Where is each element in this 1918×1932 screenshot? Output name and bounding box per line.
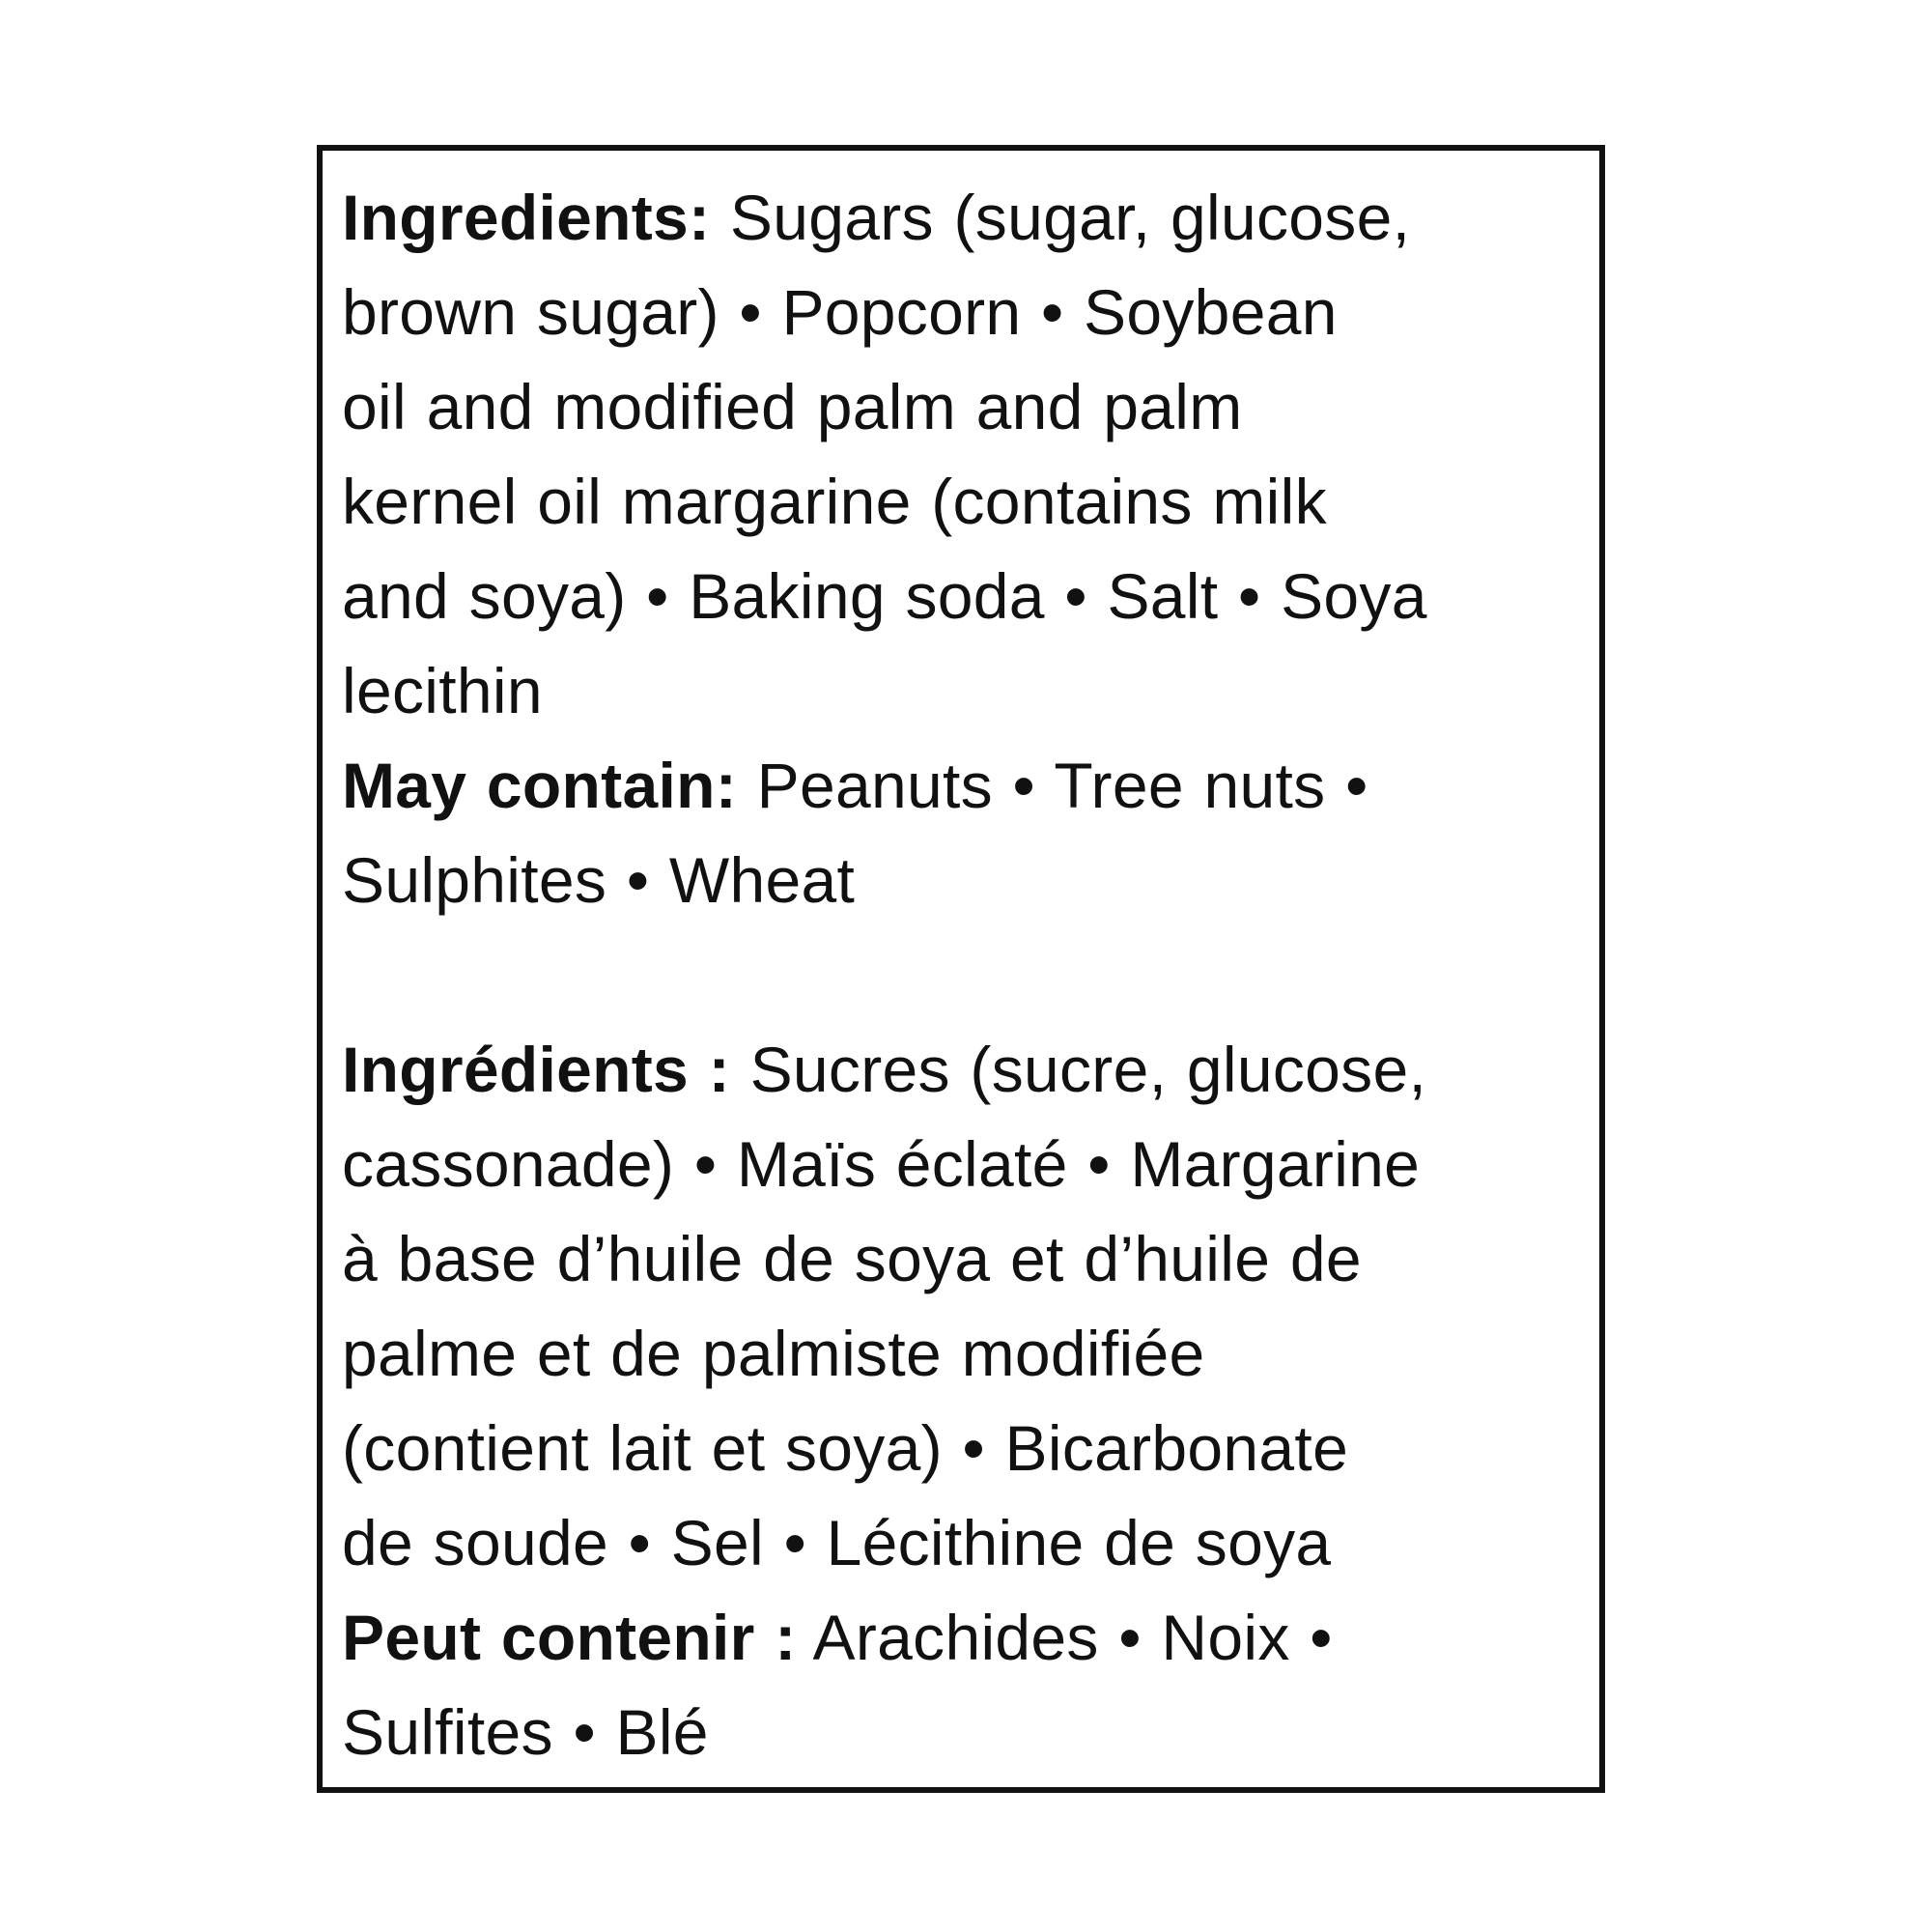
english-may-contain-line-2: Sulphites • Wheat	[342, 844, 856, 916]
french-ingredients-line-4: palme et de palmiste modifiée	[342, 1318, 1205, 1389]
french-ingredients-line-6: de soude • Sel • Lécithine de soya	[342, 1507, 1332, 1578]
english-may-contain-heading: May contain:	[342, 750, 737, 821]
french-ingredients-text: Sucres (sucre, glucose,	[729, 1034, 1427, 1105]
english-ingredients-line-4: kernel oil margarine (contains milk	[342, 466, 1327, 537]
english-section	[342, 170, 1586, 927]
french-ingredients-line-5: (contient lait et soya) • Bicarbonate	[342, 1412, 1349, 1484]
french-ingredients-line-2: cassonade) • Maïs éclaté • Margarine	[342, 1128, 1421, 1200]
french-section	[342, 1022, 1586, 1779]
french-may-contain-line-2: Sulfites • Blé	[342, 1696, 709, 1768]
english-ingredients-line-1	[342, 170, 1586, 265]
english-ingredients-line-6: lecithin	[342, 655, 543, 726]
english-ingredients-text: Sugars (sugar, glucose,	[710, 182, 1411, 253]
english-ingredients-heading: Ingredients:	[342, 182, 711, 253]
english-ingredients-line-3: oil and modified palm and palm	[342, 371, 1243, 442]
french-may-contain-heading: Peut contenir :	[342, 1602, 797, 1673]
french-may-contain-line-1	[342, 1590, 1586, 1685]
section-spacer	[342, 927, 1586, 1022]
english-ingredients-line-2: brown sugar) • Popcorn • Soybean	[342, 276, 1338, 348]
french-ingredients-heading: Ingrédients :	[342, 1034, 730, 1105]
english-may-contain-text: Peanuts • Tree nuts •	[736, 750, 1368, 821]
french-ingredients-line-3: à base d’huile de soya et d’huile de	[342, 1223, 1362, 1294]
french-may-contain-text: Arachides • Noix •	[796, 1602, 1333, 1673]
english-ingredients-line-5: and soya) • Baking soda • Salt • Soya	[342, 560, 1427, 632]
english-may-contain-line-1	[342, 738, 1586, 833]
french-ingredients-line-1	[342, 1022, 1586, 1117]
ingredients-label-box	[317, 145, 1605, 1793]
